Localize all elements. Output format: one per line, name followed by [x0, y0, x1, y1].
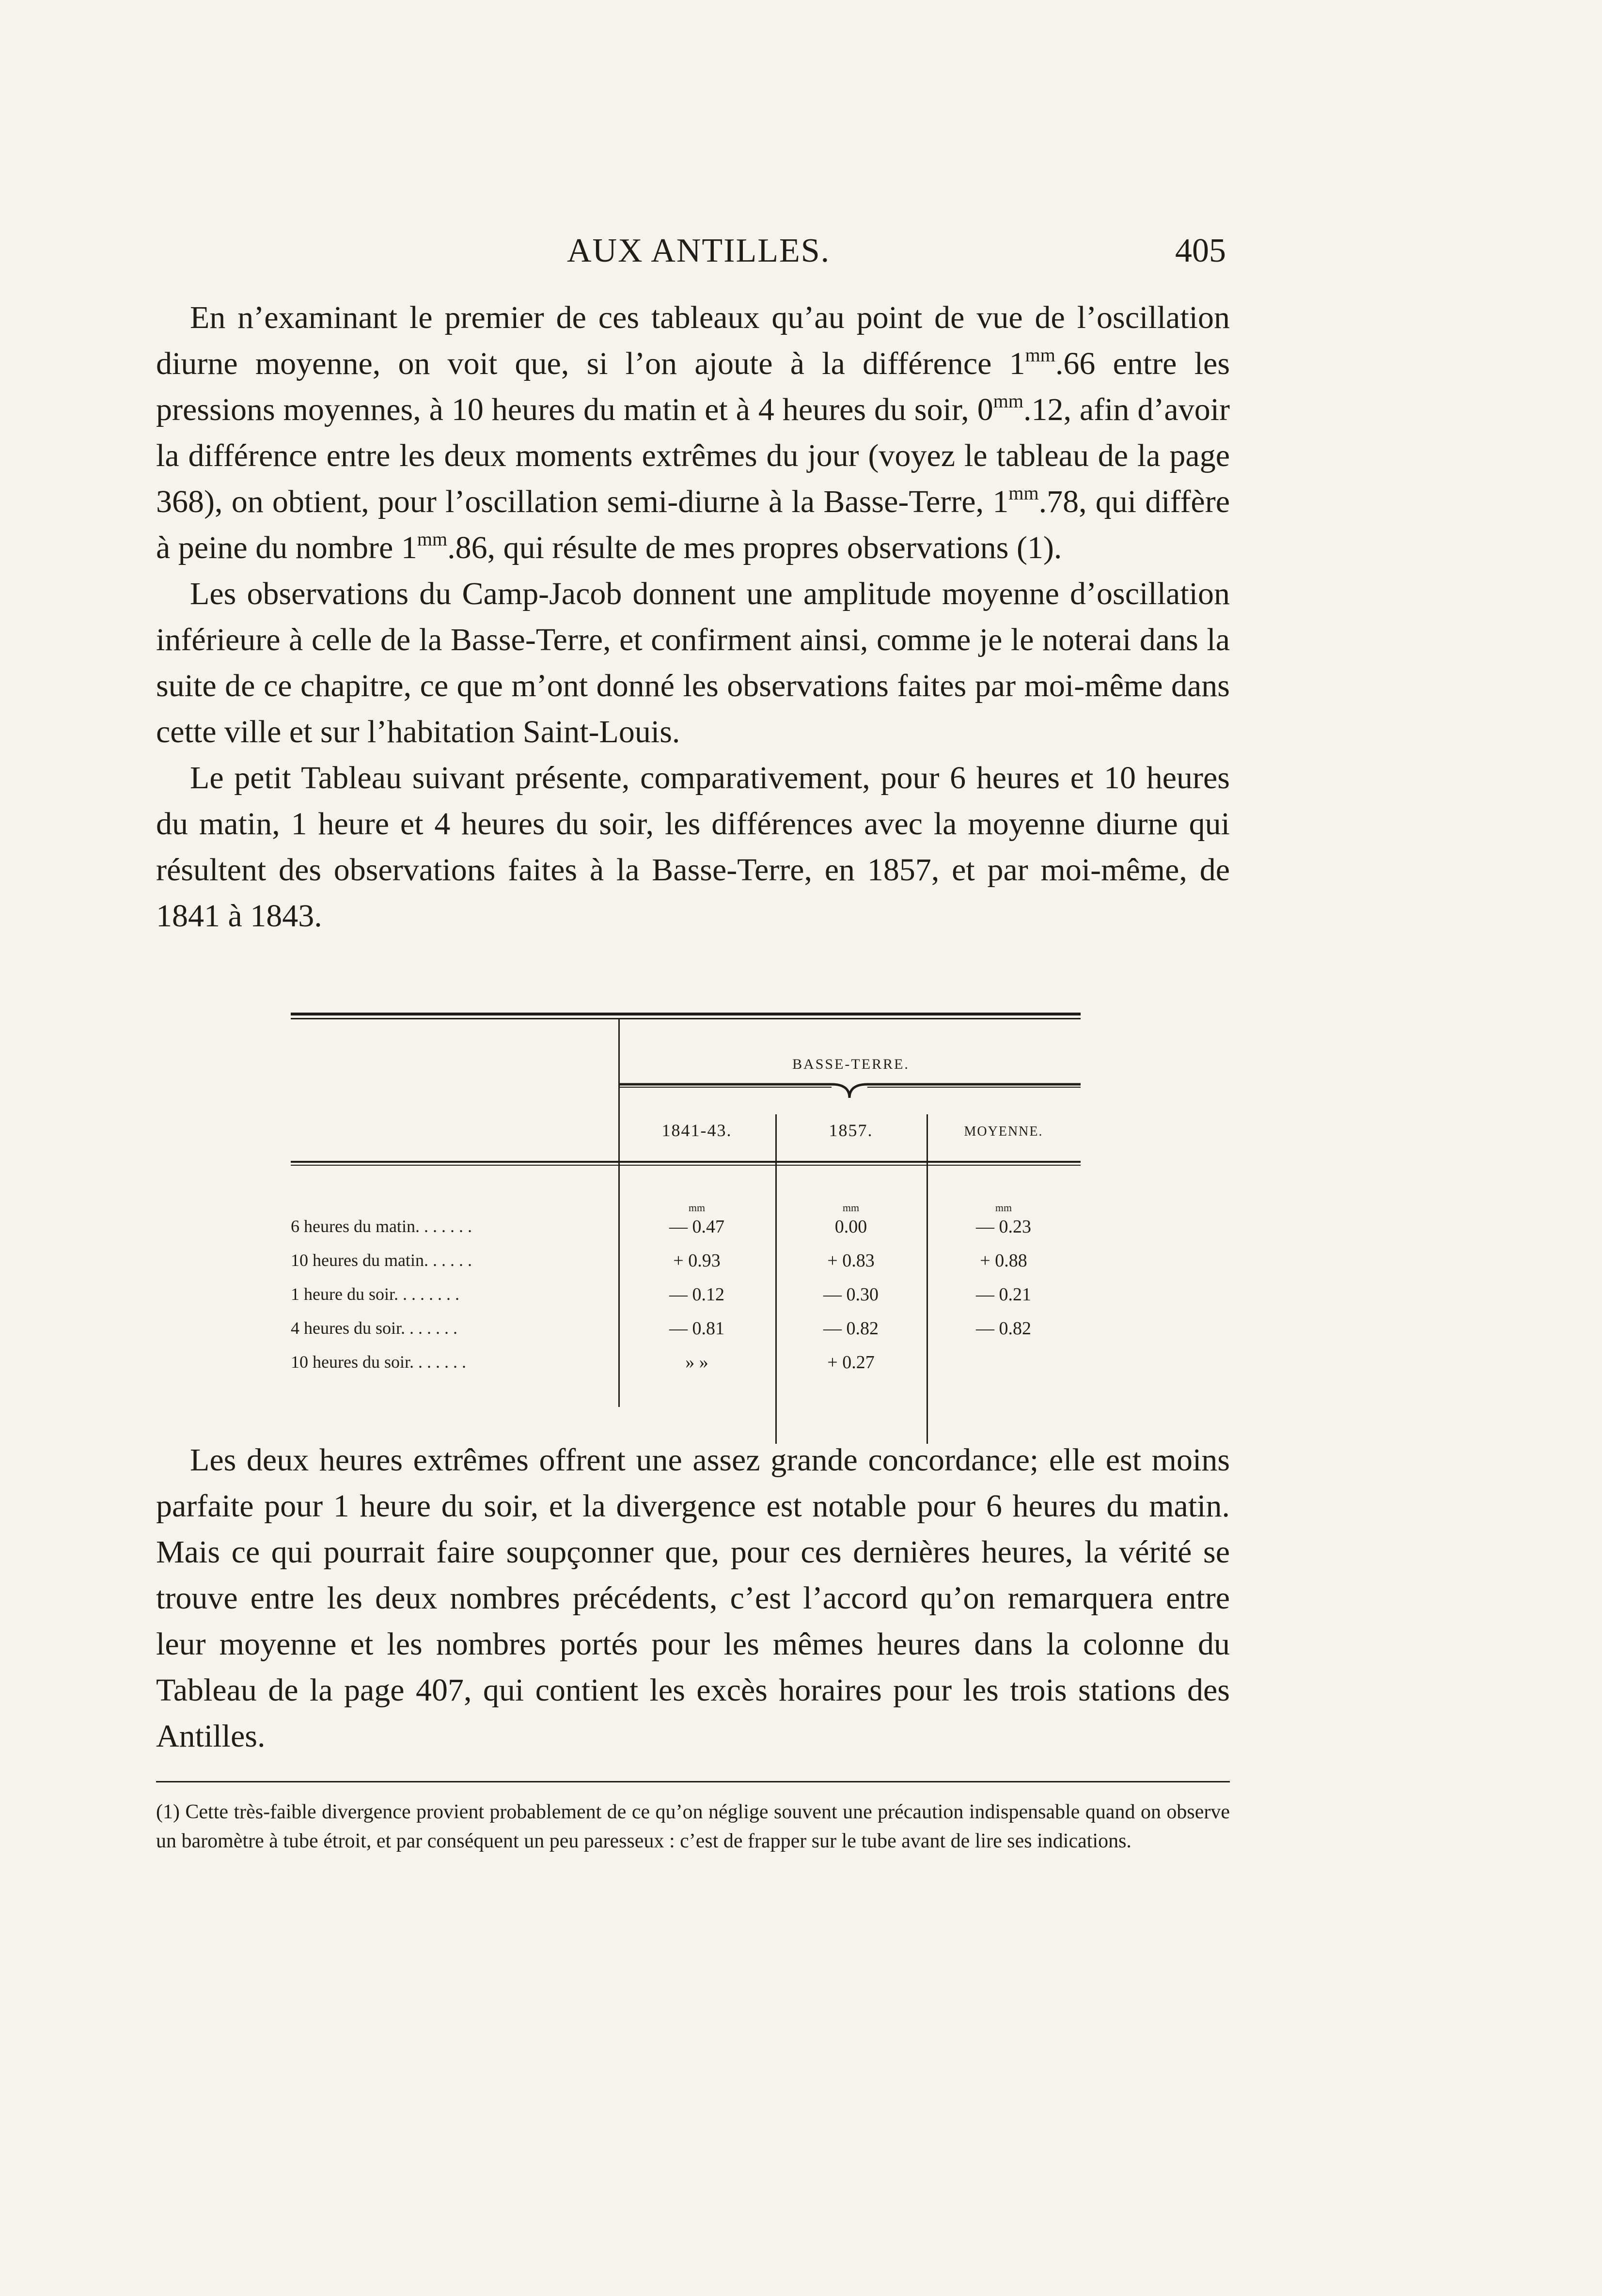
unit-label: mm	[995, 1202, 1012, 1214]
table-cell: + 0.88	[980, 1250, 1027, 1271]
table-row	[291, 1352, 1081, 1386]
row-label: 6 heures du matin. . . . . . .	[291, 1217, 472, 1236]
paragraph: Les observations du Camp-Jacob donnent une amplitude moyenne d’oscillation inférieure à celle de la Basse-Terre, et confirment ainsi, comme je le noterai dans la suite de ce chapitre, ce que m’ont donné les observations faites par moi-même dans cette ville et sur l’habitation Saint-Louis.	[156, 576, 1230, 750]
footnote: (1) Cette très-faible divergence provient probablement de ce qu’on néglige souvent une précaution indispensable quand on observe un baromètre à tube étroit, et par conséquent un peu paresseux : c’est de frapper sur le tube avant de lire ses indications.	[156, 1801, 1230, 1852]
paragraph: Le petit Tableau suivant présente, comparativement, pour 6 heures et 10 heures du matin, 1 heure et 4 heures du soir, les différences avec la moyenne diurne qui résultent des observations faites à la Basse-Terre, en 1857, et par moi-même, de 1841 à 1843.	[156, 760, 1230, 934]
column-header: MOYENNE.	[964, 1124, 1043, 1139]
footnote-rule	[156, 1781, 1230, 1782]
table-cell: — 0.30	[823, 1284, 879, 1305]
unit-superscript: mm	[1008, 482, 1039, 504]
unit-superscript: mm	[993, 390, 1023, 412]
paragraph: En n’examinant le premier de ces tableaux qu’au point de vue de l’oscillation diurne moyenne, on voit que, si l’on ajoute à la différence $1^{mm}.66$ entre les pressions moyennes, à 10 heures du matin et à 4 heures du soir, $0^{mm}.12$, afin d’avoir la différence entre les deux moments extrêmes du jour (voyez le tableau de la page 368), on obtient, pour l’oscillation semi-diurne à la Basse-Terre, $1^{mm}.78$, qui diffère à peine du nombre $1^{mm}.86$, qui résulte de mes propres observations (1).	[156, 300, 1230, 565]
table-cell: + 0.83	[827, 1250, 875, 1271]
table-row	[291, 1318, 1081, 1352]
table-cell: 0.00	[834, 1217, 867, 1237]
table-cell: — 0.12	[669, 1284, 724, 1305]
table-top-rule	[291, 1013, 1081, 1019]
unit-superscript: mm	[1025, 344, 1055, 366]
row-label: 10 heures du matin. . . . . .	[291, 1250, 472, 1270]
table-row	[291, 1284, 1081, 1318]
table-cell: + 0.93	[673, 1250, 721, 1271]
table-cell: — 0.21	[976, 1284, 1031, 1305]
running-head	[567, 232, 1226, 275]
table-header-rule	[291, 1161, 1081, 1166]
body-text-top	[156, 295, 1230, 939]
row-label: 10 heures du soir. . . . . . .	[291, 1352, 466, 1372]
brace-rule	[618, 1080, 1081, 1100]
table-cell: — 0.81	[669, 1318, 724, 1339]
row-label: 1 heure du soir. . . . . . . .	[291, 1284, 459, 1304]
body-text-bottom	[156, 1437, 1230, 1759]
unit-label: mm	[842, 1202, 860, 1214]
column-header: 1857.	[829, 1121, 873, 1140]
table-cell: — 0.82	[823, 1318, 879, 1339]
unit-label: mm	[688, 1202, 706, 1214]
row-label: 4 heures du soir. . . . . . .	[291, 1318, 457, 1338]
column-header: 1841-43.	[661, 1121, 732, 1140]
table-cell: — 0.82	[976, 1318, 1031, 1339]
table-cell: + 0.27	[827, 1352, 875, 1373]
table-row	[291, 1250, 1081, 1284]
table-row	[291, 1216, 1081, 1250]
paragraph: Les deux heures extrêmes offrent une assez grande concordance; elle est moins parfaite pour 1 heure du soir, et la divergence est notable pour 6 heures du matin. Mais ce qui pourrait faire soupçonner que, pour ces dernières heures, la vérité se trouve entre les deux nombres précédents, c’est l’accord qu’on remarquera entre leur moyenne et les nombres portés pour les mêmes heures dans la colonne du Tableau de la page 407, qui contient les excès horaires pour les trois stations des Antilles.	[156, 1442, 1230, 1754]
running-title: AUX ANTILLES.	[567, 232, 831, 269]
table-cell: — 0.23	[976, 1217, 1031, 1237]
table-cell: — 0.47	[669, 1217, 724, 1237]
table-cell: » »	[685, 1352, 708, 1373]
data-table	[291, 1013, 1081, 1410]
page-number: 405	[1175, 232, 1226, 269]
unit-superscript: mm	[417, 528, 448, 550]
group-header: BASSE-TERRE.	[792, 1056, 910, 1072]
